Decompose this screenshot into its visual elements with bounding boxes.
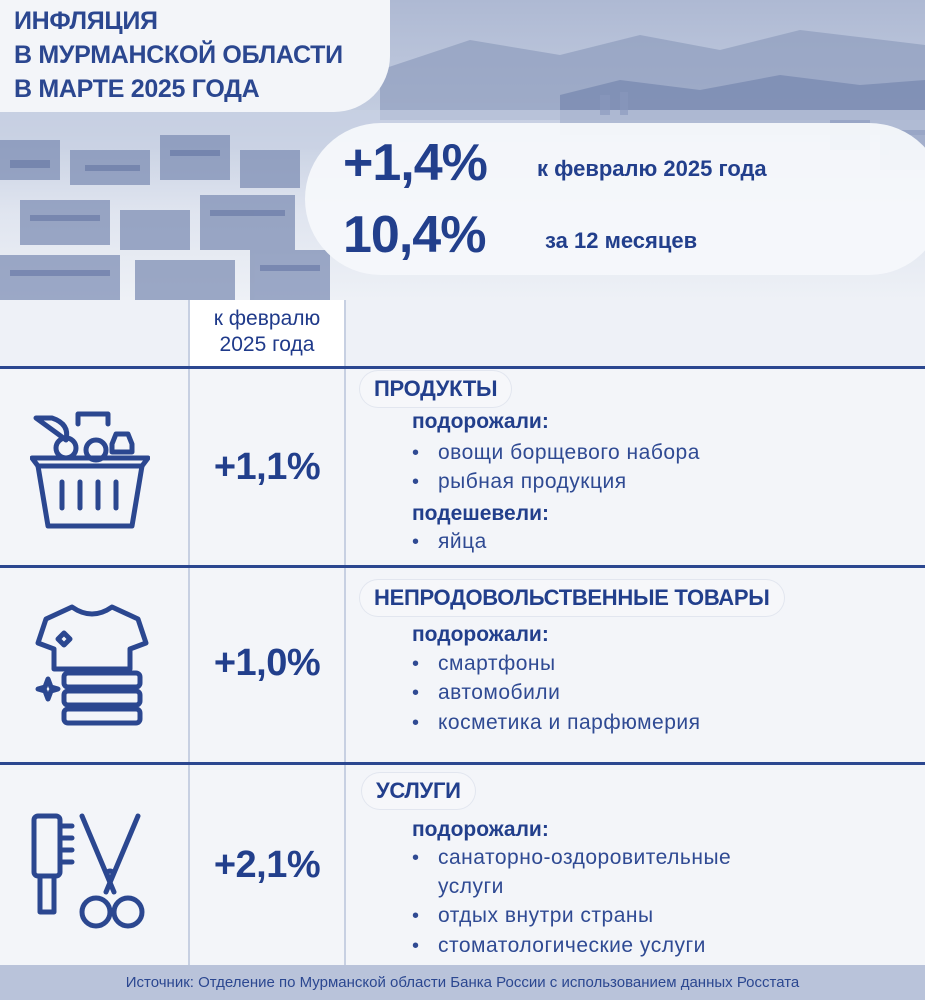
food-inflation-value: +1,1%: [213, 446, 321, 488]
row-separator: [0, 366, 925, 369]
list-item-text: рыбная продукция: [438, 470, 627, 493]
list-item-text: овощи борщевого набора: [438, 441, 700, 464]
clothes-icon: [34, 603, 150, 727]
list-item: [412, 844, 731, 872]
bullet: •: [412, 471, 420, 493]
list-item-text: косметика и парфюмерия: [438, 711, 701, 734]
price-changes-table: [0, 300, 925, 965]
column-divider: [344, 300, 346, 965]
list-item: [412, 439, 700, 467]
headline-stats: [305, 123, 925, 275]
list-item-text: отдых внутри страны: [438, 904, 654, 927]
food-up-label: подорожали:: [412, 410, 549, 433]
list-item: [412, 709, 701, 737]
list-item: [412, 932, 706, 960]
title-line-2: В МУРМАНСКОЙ ОБЛАСТИ: [14, 41, 343, 69]
list-item-text: санаторно-оздоровительные: [438, 846, 732, 869]
list-item-text: яйца: [438, 530, 487, 553]
services-inflation-value: +2,1%: [213, 844, 321, 886]
list-item-text: смартфоны: [438, 652, 556, 675]
food-down-label: подешевели:: [412, 502, 549, 525]
column-header-line-2: 2025 года: [219, 333, 315, 356]
title-line-1: ИНФЛЯЦИЯ: [14, 7, 158, 35]
monthly-inflation-caption: к февралю 2025 года: [537, 156, 767, 181]
category-services: УСЛУГИ: [362, 773, 475, 809]
grocery-basket-icon: [30, 410, 150, 532]
comb-scissors-icon: [30, 812, 152, 930]
title-block: [0, 0, 390, 112]
bullet: •: [412, 442, 420, 464]
bullet: •: [412, 905, 420, 927]
column-header-line-1: к февралю: [213, 307, 321, 330]
bullet: •: [412, 935, 420, 957]
hero-banner: [0, 0, 925, 300]
list-item-text: стоматологические услуги: [438, 934, 706, 957]
nonfood-inflation-value: +1,0%: [213, 642, 321, 684]
list-item-text: услуги: [438, 875, 504, 898]
bullet: •: [412, 531, 420, 553]
annual-inflation-value: 10,4%: [343, 206, 486, 264]
services-up-label: подорожали:: [412, 818, 549, 841]
list-item: [412, 679, 560, 707]
source-footer: Источник: Отделение по Мурманской области Банка России с использованием данных Росстата: [0, 965, 925, 1000]
row-separator: [0, 762, 925, 765]
list-item: [412, 528, 487, 556]
list-item-text: автомобили: [438, 681, 561, 704]
column-header: [190, 300, 344, 366]
row-separator: [0, 565, 925, 568]
list-item: [412, 468, 627, 496]
bullet: •: [412, 712, 420, 734]
annual-inflation-caption: за 12 месяцев: [545, 228, 698, 253]
category-nonfood: НЕПРОДОВОЛЬСТВЕННЫЕ ТОВАРЫ: [360, 580, 784, 616]
title-line-3: В МАРТЕ 2025 ГОДА: [14, 75, 260, 103]
category-food: ПРОДУКТЫ: [360, 371, 511, 407]
bullet: •: [412, 682, 420, 704]
list-item-continuation: [412, 873, 504, 901]
list-item: [412, 902, 654, 930]
list-item: [412, 650, 556, 678]
monthly-inflation-value: +1,4%: [343, 134, 487, 192]
bullet: •: [412, 847, 420, 869]
nonfood-up-label: подорожали:: [412, 623, 549, 646]
bullet: •: [412, 653, 420, 675]
